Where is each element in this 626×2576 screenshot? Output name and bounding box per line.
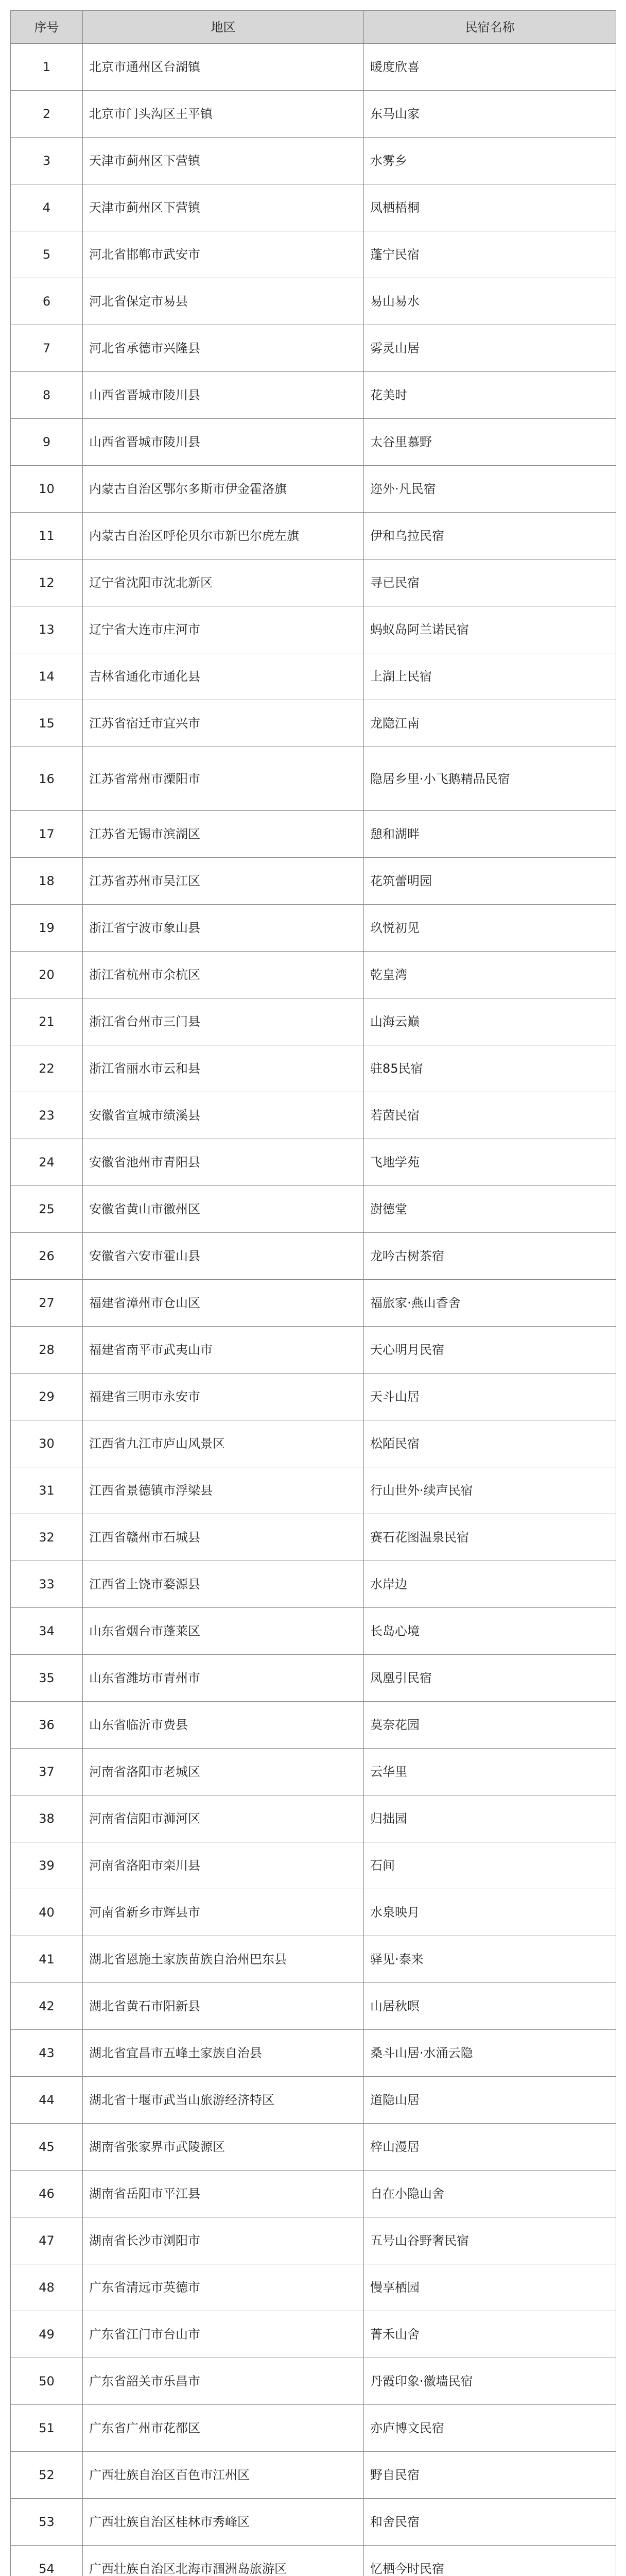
table-row [11, 2077, 616, 2124]
cell-region: 河北省承德市兴隆县 [83, 325, 364, 372]
cell-index: 40 [11, 1889, 83, 1936]
cell-index: 10 [11, 466, 83, 513]
cell-index: 9 [11, 419, 83, 466]
cell-region: 湖北省黄石市阳新县 [83, 1983, 364, 2030]
cell-homestay-name: 福旅家·燕山香舍 [364, 1280, 616, 1327]
cell-region: 广东省广州市花都区 [83, 2405, 364, 2452]
cell-homestay-name: 蓬宁民宿 [364, 231, 616, 278]
table-row [11, 1420, 616, 1467]
cell-homestay-name: 山海云巅 [364, 998, 616, 1045]
cell-homestay-name: 行山世外·续声民宿 [364, 1467, 616, 1514]
cell-homestay-name: 伊和乌拉民宿 [364, 513, 616, 560]
table-row [11, 1983, 616, 2030]
cell-homestay-name: 花美时 [364, 372, 616, 419]
cell-homestay-name: 自在小隐山舍 [364, 2171, 616, 2217]
cell-index: 16 [11, 747, 83, 811]
table-row [11, 952, 616, 998]
cell-region: 山西省晋城市陵川县 [83, 372, 364, 419]
cell-homestay-name: 长岛心境 [364, 1608, 616, 1655]
cell-region: 江西省景德镇市浮梁县 [83, 1467, 364, 1514]
cell-region: 江西省九江市庐山风景区 [83, 1420, 364, 1467]
cell-region: 广东省韶关市乐昌市 [83, 2358, 364, 2405]
cell-index: 38 [11, 1795, 83, 1842]
table-row [11, 1467, 616, 1514]
cell-region: 湖南省长沙市浏阳市 [83, 2217, 364, 2264]
cell-homestay-name: 山居秋暝 [364, 1983, 616, 2030]
table-row [11, 325, 616, 372]
cell-homestay-name: 乾皇湾 [364, 952, 616, 998]
cell-region: 湖北省十堰市武当山旅游经济特区 [83, 2077, 364, 2124]
table-row [11, 1842, 616, 1889]
cell-index: 7 [11, 325, 83, 372]
table-row [11, 466, 616, 513]
table-row [11, 1092, 616, 1139]
cell-region: 安徽省池州市青阳县 [83, 1139, 364, 1186]
cell-homestay-name: 澍德堂 [364, 1186, 616, 1233]
cell-homestay-name: 水岸边 [364, 1561, 616, 1608]
cell-region: 湖南省岳阳市平江县 [83, 2171, 364, 2217]
cell-homestay-name: 东马山家 [364, 91, 616, 138]
cell-index: 32 [11, 1514, 83, 1561]
cell-homestay-name: 迩外·凡民宿 [364, 466, 616, 513]
cell-region: 江西省赣州市石城县 [83, 1514, 364, 1561]
cell-region: 江西省上饶市婺源县 [83, 1561, 364, 1608]
cell-region: 山东省临沂市费县 [83, 1702, 364, 1749]
cell-index: 33 [11, 1561, 83, 1608]
cell-homestay-name: 龙隐江南 [364, 700, 616, 747]
cell-region: 天津市蓟州区下营镇 [83, 184, 364, 231]
table-row [11, 1280, 616, 1327]
cell-index: 17 [11, 811, 83, 858]
cell-index: 39 [11, 1842, 83, 1889]
table-row [11, 2311, 616, 2358]
cell-region: 浙江省杭州市余杭区 [83, 952, 364, 998]
cell-index: 30 [11, 1420, 83, 1467]
cell-region: 浙江省台州市三门县 [83, 998, 364, 1045]
cell-region: 山东省烟台市蓬莱区 [83, 1608, 364, 1655]
cell-index: 47 [11, 2217, 83, 2264]
table-row [11, 1936, 616, 1983]
table-row [11, 1374, 616, 1420]
cell-homestay-name: 忆栖今时民宿 [364, 2546, 616, 2576]
table-row [11, 2264, 616, 2311]
cell-index: 34 [11, 1608, 83, 1655]
cell-homestay-name: 道隐山居 [364, 2077, 616, 2124]
cell-index: 41 [11, 1936, 83, 1983]
cell-homestay-name: 桑斗山居·水涌云隐 [364, 2030, 616, 2077]
cell-region: 安徽省黄山市徽州区 [83, 1186, 364, 1233]
cell-homestay-name: 凤凰引民宿 [364, 1655, 616, 1702]
cell-homestay-name: 玖悦初见 [364, 905, 616, 952]
cell-region: 辽宁省沈阳市沈北新区 [83, 560, 364, 606]
cell-homestay-name: 若茵民宿 [364, 1092, 616, 1139]
table-row [11, 747, 616, 811]
table-row [11, 700, 616, 747]
cell-homestay-name: 隐居乡里·小飞鹅精品民宿 [364, 747, 616, 811]
cell-homestay-name: 水泉映月 [364, 1889, 616, 1936]
cell-homestay-name: 憩和湖畔 [364, 811, 616, 858]
table-row [11, 560, 616, 606]
cell-region: 福建省漳州市仓山区 [83, 1280, 364, 1327]
cell-region: 江苏省苏州市吴江区 [83, 858, 364, 905]
table-row [11, 513, 616, 560]
cell-index: 54 [11, 2546, 83, 2576]
cell-index: 12 [11, 560, 83, 606]
cell-index: 37 [11, 1749, 83, 1795]
cell-homestay-name: 菁禾山舍 [364, 2311, 616, 2358]
cell-region: 山西省晋城市陵川县 [83, 419, 364, 466]
cell-region: 湖北省恩施土家族苗族自治州巴东县 [83, 1936, 364, 1983]
table-row [11, 905, 616, 952]
cell-index: 22 [11, 1045, 83, 1092]
table-row [11, 1749, 616, 1795]
cell-index: 51 [11, 2405, 83, 2452]
cell-homestay-name: 梓山漫居 [364, 2124, 616, 2171]
table-header-row [11, 11, 616, 44]
cell-region: 安徽省宣城市绩溪县 [83, 1092, 364, 1139]
cell-region: 福建省三明市永安市 [83, 1374, 364, 1420]
cell-index: 31 [11, 1467, 83, 1514]
cell-homestay-name: 易山易水 [364, 278, 616, 325]
cell-region: 山东省潍坊市青州市 [83, 1655, 364, 1702]
cell-region: 河北省保定市易县 [83, 278, 364, 325]
table-row [11, 1655, 616, 1702]
cell-homestay-name: 丹霞印象·徽墙民宿 [364, 2358, 616, 2405]
table-row [11, 1186, 616, 1233]
table-row [11, 1889, 616, 1936]
cell-homestay-name: 雾灵山居 [364, 325, 616, 372]
cell-index: 20 [11, 952, 83, 998]
cell-homestay-name: 松陌民宿 [364, 1420, 616, 1467]
table-row [11, 998, 616, 1045]
table-row [11, 278, 616, 325]
header-index: 序号 [11, 11, 83, 44]
header-homestay-name: 民宿名称 [364, 11, 616, 44]
table-row [11, 2499, 616, 2546]
cell-homestay-name: 莫奈花园 [364, 1702, 616, 1749]
cell-homestay-name: 野自民宿 [364, 2452, 616, 2499]
cell-region: 广西壮族自治区北海市涠洲岛旅游区 [83, 2546, 364, 2576]
cell-index: 15 [11, 700, 83, 747]
cell-homestay-name: 云华里 [364, 1749, 616, 1795]
cell-index: 53 [11, 2499, 83, 2546]
cell-homestay-name: 慢享栖园 [364, 2264, 616, 2311]
cell-homestay-name: 天斗山居 [364, 1374, 616, 1420]
cell-homestay-name: 太谷里慕野 [364, 419, 616, 466]
cell-homestay-name: 石间 [364, 1842, 616, 1889]
cell-region: 河北省邯郸市武安市 [83, 231, 364, 278]
cell-index: 11 [11, 513, 83, 560]
cell-index: 42 [11, 1983, 83, 2030]
table-row [11, 1702, 616, 1749]
table-row [11, 2452, 616, 2499]
header-region: 地区 [83, 11, 364, 44]
cell-index: 50 [11, 2358, 83, 2405]
cell-region: 浙江省宁波市象山县 [83, 905, 364, 952]
table-row [11, 2124, 616, 2171]
homestay-list-sheet [10, 10, 616, 2576]
table-row [11, 184, 616, 231]
cell-index: 29 [11, 1374, 83, 1420]
cell-index: 2 [11, 91, 83, 138]
cell-homestay-name: 驿见·泰来 [364, 1936, 616, 1983]
cell-homestay-name: 暖度欣喜 [364, 44, 616, 91]
cell-index: 8 [11, 372, 83, 419]
cell-homestay-name: 花筑蕾明园 [364, 858, 616, 905]
cell-index: 4 [11, 184, 83, 231]
cell-index: 24 [11, 1139, 83, 1186]
table-row [11, 1608, 616, 1655]
cell-region: 辽宁省大连市庄河市 [83, 606, 364, 653]
cell-index: 49 [11, 2311, 83, 2358]
cell-homestay-name: 寻已民宿 [364, 560, 616, 606]
cell-region: 内蒙古自治区鄂尔多斯市伊金霍洛旗 [83, 466, 364, 513]
cell-index: 3 [11, 138, 83, 184]
cell-region: 广东省清远市英德市 [83, 2264, 364, 2311]
table-row [11, 2030, 616, 2077]
cell-index: 18 [11, 858, 83, 905]
table-row [11, 138, 616, 184]
cell-region: 河南省洛阳市栾川县 [83, 1842, 364, 1889]
cell-homestay-name: 蚂蚁岛阿兰诺民宿 [364, 606, 616, 653]
cell-region: 湖北省宜昌市五峰土家族自治县 [83, 2030, 364, 2077]
cell-homestay-name: 亦庐博文民宿 [364, 2405, 616, 2452]
cell-index: 26 [11, 1233, 83, 1280]
cell-index: 13 [11, 606, 83, 653]
table-row [11, 811, 616, 858]
cell-index: 23 [11, 1092, 83, 1139]
table-body [11, 44, 616, 2576]
cell-homestay-name: 上湖上民宿 [364, 653, 616, 700]
cell-region: 广东省江门市台山市 [83, 2311, 364, 2358]
cell-homestay-name: 归拙园 [364, 1795, 616, 1842]
table-row [11, 231, 616, 278]
cell-index: 21 [11, 998, 83, 1045]
cell-index: 27 [11, 1280, 83, 1327]
cell-region: 湖南省张家界市武陵源区 [83, 2124, 364, 2171]
table-row [11, 606, 616, 653]
table-row [11, 419, 616, 466]
cell-index: 6 [11, 278, 83, 325]
cell-region: 江苏省无锡市滨湖区 [83, 811, 364, 858]
cell-region: 江苏省常州市溧阳市 [83, 747, 364, 811]
cell-region: 北京市门头沟区王平镇 [83, 91, 364, 138]
table-row [11, 372, 616, 419]
table-row [11, 1045, 616, 1092]
table-row [11, 2171, 616, 2217]
cell-homestay-name: 龙吟古树茶宿 [364, 1233, 616, 1280]
cell-region: 江苏省宿迁市宜兴市 [83, 700, 364, 747]
cell-homestay-name: 天心明月民宿 [364, 1327, 616, 1374]
cell-index: 36 [11, 1702, 83, 1749]
table-row [11, 1795, 616, 1842]
cell-index: 1 [11, 44, 83, 91]
cell-homestay-name: 水雾乡 [364, 138, 616, 184]
table-row [11, 1327, 616, 1374]
cell-region: 天津市蓟州区下营镇 [83, 138, 364, 184]
cell-region: 浙江省丽水市云和县 [83, 1045, 364, 1092]
cell-region: 吉林省通化市通化县 [83, 653, 364, 700]
cell-index: 44 [11, 2077, 83, 2124]
table-row [11, 2546, 616, 2576]
table-row [11, 2217, 616, 2264]
cell-index: 43 [11, 2030, 83, 2077]
table-row [11, 1561, 616, 1608]
homestay-table [10, 10, 616, 2576]
cell-index: 48 [11, 2264, 83, 2311]
cell-region: 内蒙古自治区呼伦贝尔市新巴尔虎左旗 [83, 513, 364, 560]
cell-region: 河南省洛阳市老城区 [83, 1749, 364, 1795]
table-row [11, 858, 616, 905]
cell-homestay-name: 五号山谷野奢民宿 [364, 2217, 616, 2264]
cell-homestay-name: 凤栖梧桐 [364, 184, 616, 231]
table-row [11, 2358, 616, 2405]
cell-index: 28 [11, 1327, 83, 1374]
cell-homestay-name: 和舍民宿 [364, 2499, 616, 2546]
cell-homestay-name: 飞地学苑 [364, 1139, 616, 1186]
cell-region: 河南省信阳市浉河区 [83, 1795, 364, 1842]
cell-homestay-name: 驻85民宿 [364, 1045, 616, 1092]
cell-index: 5 [11, 231, 83, 278]
cell-index: 46 [11, 2171, 83, 2217]
table-row [11, 44, 616, 91]
cell-index: 25 [11, 1186, 83, 1233]
table-row [11, 91, 616, 138]
table-row [11, 653, 616, 700]
cell-index: 14 [11, 653, 83, 700]
table-row [11, 1139, 616, 1186]
cell-region: 广西壮族自治区桂林市秀峰区 [83, 2499, 364, 2546]
cell-region: 北京市通州区台湖镇 [83, 44, 364, 91]
table-row [11, 1233, 616, 1280]
cell-index: 52 [11, 2452, 83, 2499]
table-row [11, 2405, 616, 2452]
cell-region: 河南省新乡市辉县市 [83, 1889, 364, 1936]
cell-region: 广西壮族自治区百色市江州区 [83, 2452, 364, 2499]
cell-index: 19 [11, 905, 83, 952]
cell-region: 安徽省六安市霍山县 [83, 1233, 364, 1280]
cell-homestay-name: 赛石花图温泉民宿 [364, 1514, 616, 1561]
cell-region: 福建省南平市武夷山市 [83, 1327, 364, 1374]
cell-index: 35 [11, 1655, 83, 1702]
cell-index: 45 [11, 2124, 83, 2171]
table-row [11, 1514, 616, 1561]
